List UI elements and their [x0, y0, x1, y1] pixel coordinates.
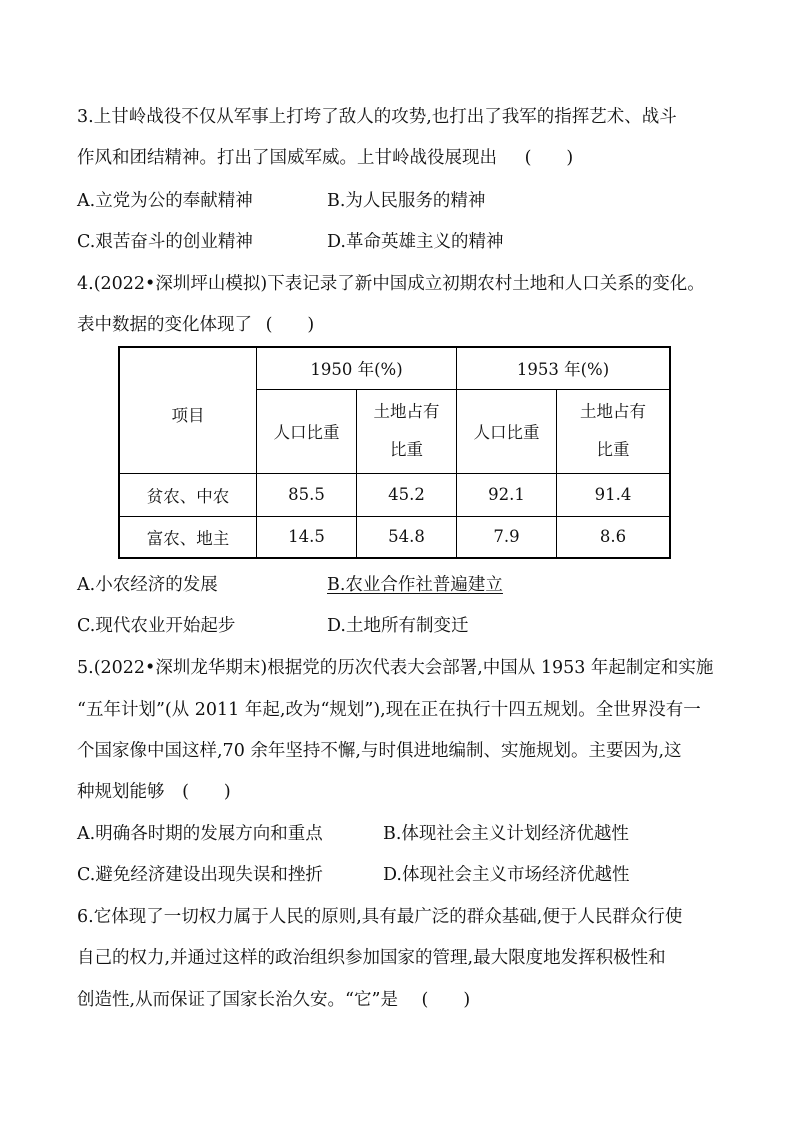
q4-stem-line2: [77, 313, 314, 337]
table-cell: 45.2: [357, 473, 457, 516]
q4-stem-text: 表中数据的变化体现了: [77, 315, 252, 335]
q3-option-d: D.革命英雄主义的精神: [327, 232, 504, 252]
table-cell: 14.5: [257, 516, 357, 558]
table-header-item: 项目: [119, 347, 257, 473]
table-header-land-1953: 土地占有 比重: [557, 389, 671, 473]
table-header-1953: 1953 年(%): [457, 347, 671, 389]
table-header-land-1950: 土地占有 比重: [357, 389, 457, 473]
table-cell: 92.1: [457, 473, 557, 516]
table-row-label: 富农、地主: [119, 516, 257, 558]
table-cell: 91.4: [557, 473, 671, 516]
q5-stem-text: 种规划能够: [77, 782, 165, 802]
q3-stem-text: 作风和团结精神。打出了国威军威。上甘岭战役展现出: [77, 148, 497, 168]
land-population-table: [118, 346, 671, 559]
table-header-pop-1950: 人口比重: [257, 389, 357, 473]
q4-option-a: A.小农经济的发展: [77, 575, 218, 595]
q3-option-a: A.立党为公的奉献精神: [77, 191, 253, 211]
q3-option-c: C.艰苦奋斗的创业精神: [77, 232, 253, 252]
q4-option-b: B.农业合作社普遍建立: [327, 575, 503, 595]
table-header-pop-1953: 人口比重: [457, 389, 557, 473]
q3-option-b: B.为人民服务的精神: [327, 191, 486, 211]
q3-answer-paren: ( ): [524, 148, 574, 168]
q4-option-d: D.土地所有制变迁: [327, 616, 469, 636]
q3-stem-line2: [77, 146, 573, 170]
q5-stem-line1: 5.(2022•深圳龙华期末)根据党的历次代表大会部署,中国从 1953 年起制定和实施: [77, 658, 714, 678]
table-row: [119, 473, 670, 516]
q5-answer-paren: ( ): [182, 782, 231, 802]
q5-option-a: A.明确各时期的发展方向和重点: [77, 824, 323, 844]
q3-stem-line1: 3.上甘岭战役不仅从军事上打垮了敌人的攻势,也打出了我军的指挥艺术、战斗: [77, 107, 677, 127]
q4-answer-paren: ( ): [265, 315, 315, 335]
q6-stem-line3: [77, 988, 470, 1012]
table-row: [119, 516, 670, 558]
q6-stem-text: 创造性,从而保证了国家长治久安。“它”是: [77, 990, 398, 1010]
table-cell: 85.5: [257, 473, 357, 516]
q5-stem-line3: 个国家像中国这样,70 余年坚持不懈,与时俱进地编制、实施规划。主要因为,这: [77, 741, 682, 761]
table-header-1950: 1950 年(%): [257, 347, 457, 389]
q5-option-b: B.体现社会主义计划经济优越性: [383, 824, 629, 844]
q5-stem-line4: [77, 780, 231, 804]
q5-stem-line2: “五年计划”(从 2011 年起,改为“规划”),现在正在执行十四五规划。全世界没有一: [77, 700, 701, 720]
table-cell: 8.6: [557, 516, 671, 558]
q6-stem-line1: 6.它体现了一切权力属于人民的原则,具有最广泛的群众基础,便于人民群众行使: [77, 907, 683, 927]
table-row-label: 贫农、中农: [119, 473, 257, 516]
q5-option-c: C.避免经济建设出现失误和挫折: [77, 865, 323, 885]
q6-answer-paren: ( ): [421, 990, 471, 1010]
q5-option-d: D.体现社会主义市场经济优越性: [383, 865, 630, 885]
q4-stem-line1: 4.(2022•深圳坪山模拟)下表记录了新中国成立初期农村土地和人口关系的变化。: [77, 274, 705, 294]
q4-option-c: C.现代农业开始起步: [77, 616, 236, 636]
table-cell: 54.8: [357, 516, 457, 558]
q6-stem-line2: 自己的权力,并通过这样的政治组织参加国家的管理,最大限度地发挥积极性和: [77, 948, 666, 968]
table-cell: 7.9: [457, 516, 557, 558]
